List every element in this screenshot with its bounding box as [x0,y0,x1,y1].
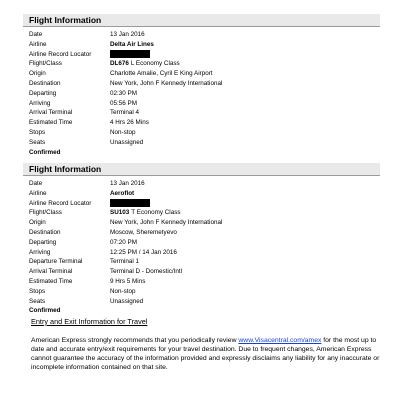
flight-details [23,179,380,316]
field-label: Stops [29,128,46,136]
paragraph-text-start: American Express strongly recommends that you periodically review [31,337,239,344]
row-airline [29,189,380,199]
field-label: Departure Terminal [29,258,83,266]
field-value: Terminal D - Domestic/Intl [110,268,183,276]
redaction-box [110,50,150,58]
field-label: Origin [29,219,46,227]
field-label: Stops [29,287,46,295]
field-value: Moscow, Sheremetyevo [110,228,177,236]
row-stops [29,287,380,297]
row-seats [29,138,380,148]
field-value: 4 Hrs 26 Mins [110,119,149,127]
field-value: 13 Jan 2016 [110,31,145,38]
field-label: Estimated Time [29,119,73,127]
field-value: Terminal 4 [110,109,140,117]
row-departing [29,89,380,99]
field-label: Airline Record Locator [29,50,92,58]
row-estimated-time [29,277,380,287]
flight-info-section-2 [23,163,380,316]
flight-info-section-1 [23,14,380,157]
field-label: Date [29,31,43,38]
flight-number: DL676 [110,60,129,68]
field-label: Airline Record Locator [29,199,92,207]
visacentral-link[interactable]: www.Visacentral.com/amex [238,337,322,344]
paragraph-text-end: for the most up to date and accurate entry/exit requirements for your travel destination. Due to frequent changes, American Express cannot guarantee the accuracy of the information provided and expressly disclaims any liability for any inaccurate or incomplete information contained on that site. [31,337,380,371]
row-confirmed [29,148,380,158]
field-value: Terminal 1 [110,258,140,266]
field-label: Seats [29,297,46,305]
field-label: Confirmed [29,148,61,156]
row-destination [29,79,380,89]
row-airline-record-locator [29,50,380,60]
field-value: 02:30 PM [110,89,137,97]
field-value [110,306,380,316]
section-title: Flight Information [23,14,380,27]
row-airline-record-locator [29,199,380,209]
row-arriving [29,248,380,258]
field-label: Destination [29,228,61,236]
field-label: Airline [29,40,47,48]
field-label: Date [29,180,43,187]
field-value: Aeroflot [110,189,135,197]
row-seats [29,297,380,307]
section-title: Flight Information [23,163,380,176]
field-label: Confirmed [29,307,61,315]
flight-class-value [110,59,380,69]
fare-class: T Economy Class [131,209,181,217]
field-label: Destination [29,79,61,87]
field-value [110,148,380,158]
field-value: Delta Air Lines [110,40,154,48]
row-flight-class [29,208,380,218]
row-estimated-time [29,118,380,128]
field-label: Seats [29,138,46,146]
field-label: Airline [29,189,47,197]
field-value: 05:56 PM [110,99,137,107]
row-date [29,30,380,40]
field-value: 9 Hrs 5 Mins [110,277,146,285]
redacted-record-locator [110,50,380,60]
field-value: 12:25 PM / 14 Jan 2016 [110,248,177,256]
field-value: 07:20 PM [110,238,137,246]
field-label: Departing [29,238,57,246]
flight-class-value [110,208,380,218]
field-label: Flight/Class [29,209,62,217]
field-value: Unassigned [110,138,144,146]
row-arrival-terminal [29,108,380,118]
field-value: Non-stop [110,287,136,295]
field-label: Estimated Time [29,277,73,285]
redacted-record-locator [110,199,380,209]
field-value: Unassigned [110,297,144,305]
fare-class: L Economy Class [130,60,180,68]
field-value: New York, John F Kennedy International [110,219,223,227]
field-label: Origin [29,70,46,78]
row-date [29,179,380,189]
flight-number: SU103 [110,209,130,217]
field-value: Non-stop [110,128,136,136]
field-label: Departing [29,89,57,97]
field-label: Arriving [29,248,51,256]
entry-exit-paragraph [31,336,381,372]
row-confirmed [29,306,380,316]
field-value: New York, John F Kennedy International [110,79,223,87]
flight-details [23,30,380,157]
field-value: Charlotte Amalie, Cyril E King Airport [110,70,213,78]
field-label: Arrival Terminal [29,109,73,117]
row-origin [29,218,380,228]
row-stops [29,128,380,138]
entry-exit-heading: Entry and Exit Information for Travel [31,317,148,326]
redaction-box [110,199,150,207]
field-label: Arriving [29,99,51,107]
field-label: Arrival Terminal [29,268,73,276]
row-airline [29,40,380,50]
row-departure-terminal [29,257,380,267]
row-arrival-terminal [29,267,380,277]
row-departing [29,238,380,248]
row-origin [29,69,380,79]
field-value: 13 Jan 2016 [110,180,145,187]
row-destination [29,228,380,238]
row-flight-class [29,59,380,69]
row-arriving [29,99,380,109]
field-label: Flight/Class [29,60,62,68]
